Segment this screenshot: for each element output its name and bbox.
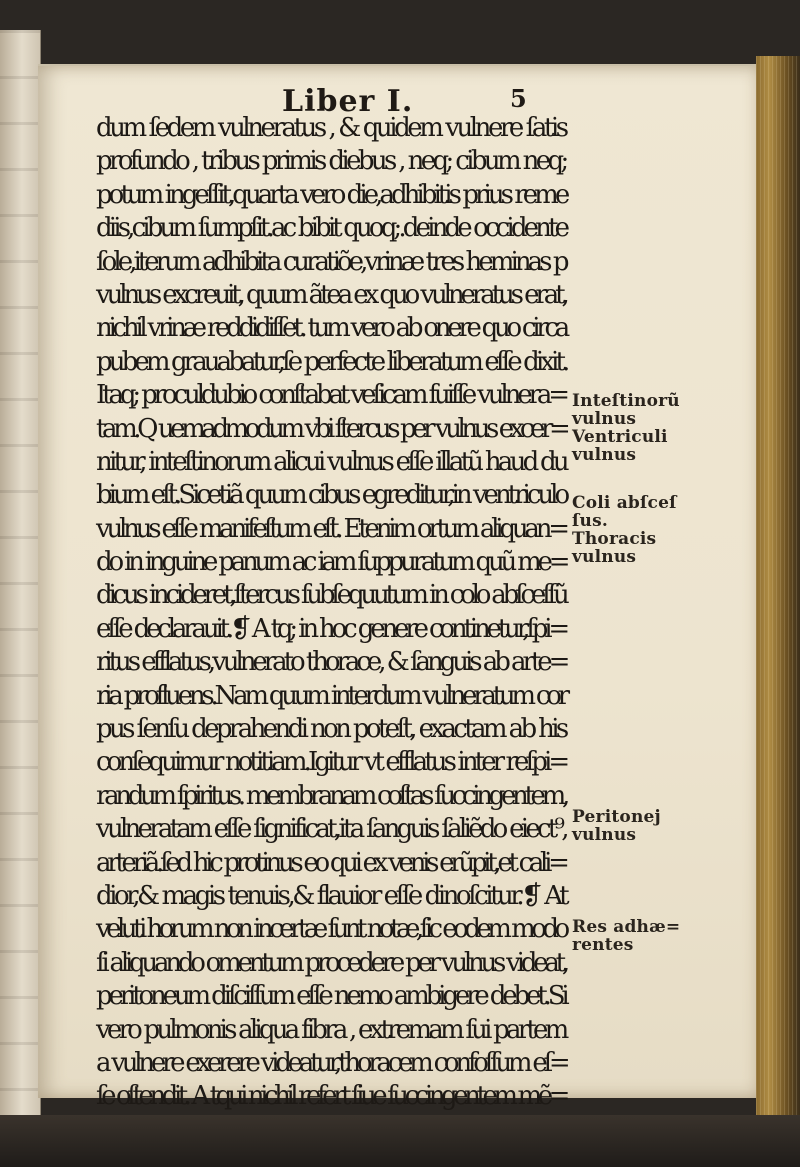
- margin-note-line: vulnus: [572, 409, 637, 429]
- text-line: ria profluens.Nam quum interdum vulneratum cor: [96, 680, 566, 711]
- margin-note-line: Ventriculi: [572, 427, 668, 447]
- margin-note-line: Peritonej: [572, 807, 661, 827]
- text-line: eſſe declarauit.❡ A tq; in hoc genere continetur,ſpi=: [96, 613, 567, 644]
- text-line: nitur, inteſtinorum alicui vulnus eſſe illatũ haud du: [96, 446, 566, 477]
- left-page-edges: [0, 30, 41, 1120]
- margin-note-adhering: [572, 918, 732, 954]
- text-line: ſi aliquando omentum procedere per vulnus videat,: [96, 947, 566, 978]
- text-line: tam.Q uemadmodum vbi ſtercus per vulnus excer=: [96, 413, 567, 444]
- text-line: vulnus excreuit, quum ãtea ex quo vulneratus erat,: [96, 279, 566, 310]
- margin-note-line: vulnus: [572, 445, 637, 465]
- text-line: profundo , tribus primis diebus , neq; cibum neq;: [96, 146, 566, 177]
- text-line: dum ſedem vulneratus , & quidem vulnere ſatis: [96, 113, 566, 143]
- text-line: conſequimur notitiam.Igitur vt efflatus inter reſpi=: [96, 747, 567, 778]
- margin-note-line: vulnus: [572, 825, 637, 845]
- text-line: pubem grauabatur,ſe perfecte liberatum eſſe dixit.: [96, 346, 567, 377]
- text-line: ſole,iterum adhibita curatiõe,vrinæ tres heminas p: [96, 246, 566, 277]
- margin-note-colon-thorax: [572, 494, 732, 566]
- text-line: bium eſt.Sicetiã quum cibus egreditur,in ventriculo: [96, 480, 567, 511]
- text-line: peritoneum diſciſſum eſſe nemo ambigere debet.Si: [96, 981, 566, 1012]
- margin-note-line: Res adhæ=: [572, 917, 681, 937]
- main-text-block: [96, 112, 566, 1167]
- text-line: diis,cibum ſumpſit.ac bibit quoq;.deinde occidente: [96, 213, 567, 244]
- text-line: Itaq; proculdubio conſtabat veſicam fuiſſe vulnera=: [96, 380, 566, 411]
- text-line: pus ſenſu deprahendi non poteſt, exactam ab his: [96, 714, 566, 745]
- table-surface: [0, 1115, 800, 1167]
- signature-mark: 5: [510, 84, 527, 113]
- running-title: Liber I.: [282, 84, 414, 119]
- text-line: vulnus eſſe manifeſtum eſt. Etenim ortum aliquan=: [96, 513, 566, 544]
- text-line: potum ingeſſit,quarta vero die,adhibitis prius reme: [96, 179, 567, 210]
- text-line: dicus incideret,ſtercus ſubſequutum in colo abſceſſũ: [96, 580, 566, 611]
- text-line: vulneratam eſſe ſignificat,ita ſanguis ſaliẽdo eiect⁹,: [96, 814, 566, 845]
- margin-note-line: Inteſtinorũ: [572, 391, 680, 411]
- margin-note-line: Thoracis: [572, 529, 657, 549]
- text-line: nichil vrinæ reddidiſſet. tum vero ab onere quo circa: [96, 313, 567, 344]
- text-line: arteriã.ſed hic protinus eo qui ex venis erũpit,et cali=: [96, 847, 566, 878]
- text-line: ſe oſtendit. A tqui nichil refert ſiue ſuccingentem mẽ=: [96, 1081, 566, 1112]
- margin-note-line: rentes: [572, 935, 634, 955]
- margin-note-line: Coli abſceſ: [572, 493, 677, 513]
- text-line: vero pulmonis aliqua fibra , extremam ſui partem: [96, 1014, 566, 1045]
- text-line: do in inguine panum ac iam ſuppuratum quũ me=: [96, 547, 567, 578]
- text-line: dior,& magis tenuis,& flauior eſſe dinoſcitur.❡ At: [96, 880, 567, 911]
- margin-note-line: ſus.: [572, 511, 608, 531]
- margin-note-intestines: [572, 392, 732, 464]
- text-line: a vulnere exerere videatur,thoracem confoſſum eſ=: [96, 1047, 567, 1078]
- margin-note-line: vulnus: [572, 547, 637, 567]
- text-line: ritus efflatus,vulnerato thorace, & ſanguis ab arte=: [96, 647, 567, 678]
- text-line: veluti horum non incertæ ſunt notæ,ſic eodem modo: [96, 914, 566, 945]
- margin-note-peritoneum: [572, 808, 732, 844]
- text-line: randum ſpiritus. membranam coſtas ſuccingentem,: [96, 780, 566, 811]
- right-page-edge: [756, 56, 800, 1116]
